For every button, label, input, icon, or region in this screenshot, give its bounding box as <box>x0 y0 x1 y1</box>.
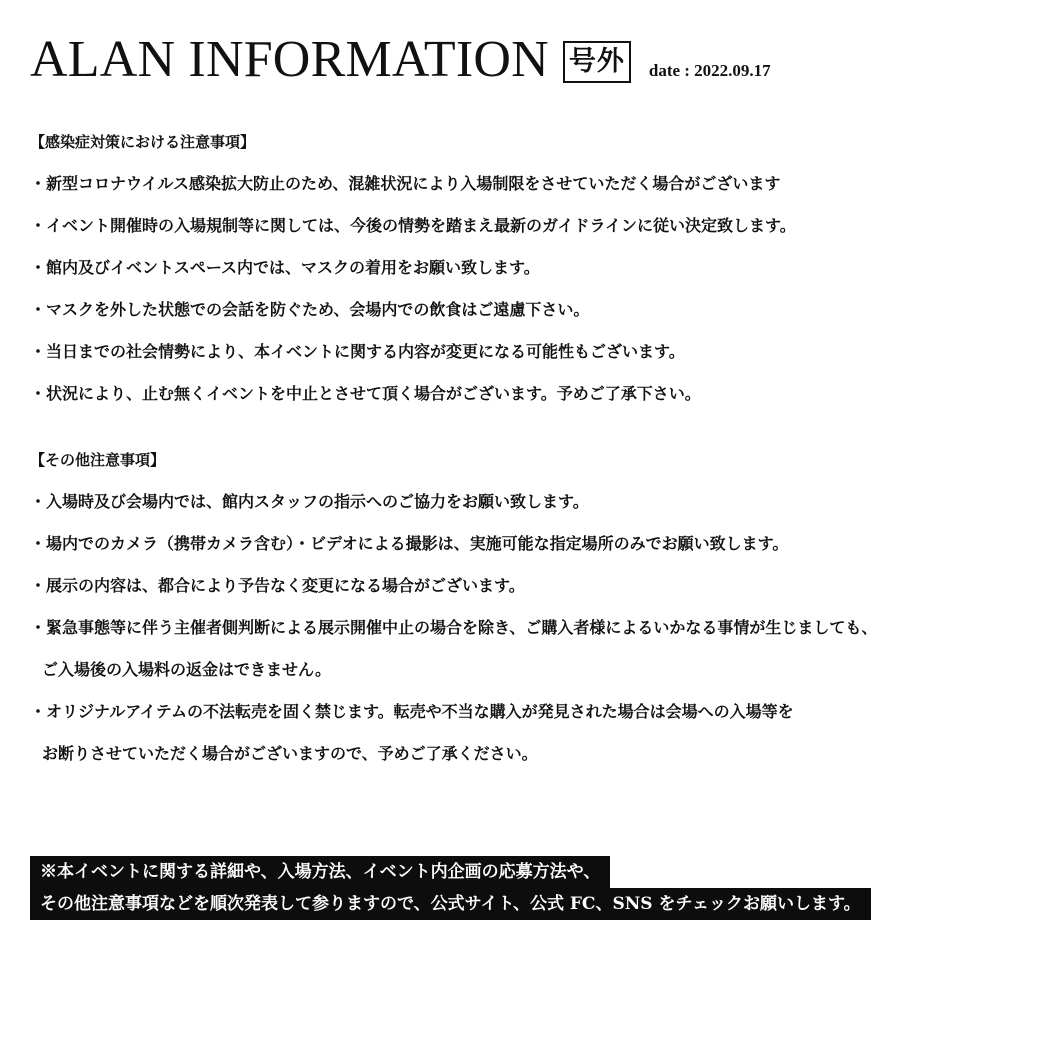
list-item: ・場内でのカメラ（携帯カメラ含む）・ビデオによる撮影は、実施可能な指定場所のみでお願い致します。 <box>30 534 789 553</box>
list-item: ・マスクを外した状態での会話を防ぐため、会場内での飲食はご遠慮下さい。 <box>30 300 590 319</box>
list-item: ・新型コロナウイルス感染拡大防止のため、混雑状況により入場制限をさせていただく場合がございます <box>30 174 781 193</box>
resale-policy-line1: ・オリジナルアイテムの不法転売を固く禁じます。転売や不当な購入が発見された場合は会場への入場等を <box>30 702 794 721</box>
other-precautions-heading: 【その他注意事項】 <box>30 451 166 469</box>
other-precautions-list <box>30 490 1030 766</box>
list-item-resale-policy <box>30 700 1030 766</box>
infection-precautions-list <box>30 172 1030 406</box>
list-item: ・入場時及び会場内では、館内スタッフの指示へのご協力をお願い致します。 <box>30 492 589 511</box>
notice-line-1: ※本イベントに関する詳細や、入場方法、イベント内企画の応募方法や、 <box>30 856 610 888</box>
resale-policy-line2: お断りさせていただく場合がございますので、予めご了承ください。 <box>42 744 538 763</box>
publish-date: date : 2022.09.17 <box>648 61 771 80</box>
refund-policy-line2: ご入場後の入場料の返金はできません。 <box>42 660 331 679</box>
notice-content <box>30 130 1030 784</box>
list-item: ・展示の内容は、都合により予告なく変更になる場合がございます。 <box>30 576 525 595</box>
page-header <box>30 31 771 98</box>
refund-policy-line1: ・緊急事態等に伴う主催者側判断による展示開催中止の場合を除き、ご購入者様によるいかなる事情が生じましても、 <box>30 618 878 637</box>
list-item: ・状況により、止む無くイベントを中止とさせて頂く場合がございます。予めご了承下さい。 <box>30 384 701 403</box>
list-item: ・館内及びイベントスペース内では、マスクの着用をお願い致します。 <box>30 258 540 277</box>
list-item: ・当日までの社会情勢により、本イベントに関する内容が変更になる可能性もございます。 <box>30 342 685 361</box>
list-item-refund-policy <box>30 616 1030 682</box>
page-title: ALAN INFORMATION <box>30 31 549 88</box>
list-item: ・イベント開催時の入場規制等に関しては、今後の情勢を踏まえ最新のガイドラインに従い決定致します。 <box>30 216 796 235</box>
notice-banner <box>30 856 871 920</box>
section-spacer <box>30 424 1030 448</box>
extra-edition-badge: 号外 <box>563 41 631 83</box>
infection-precautions-heading: 【感染症対策における注意事項】 <box>30 133 256 151</box>
notice-line-2: その他注意事項などを順次発表して参りますので、公式サイト、公式 FC、SNS をチェックお願いします。 <box>30 888 871 920</box>
